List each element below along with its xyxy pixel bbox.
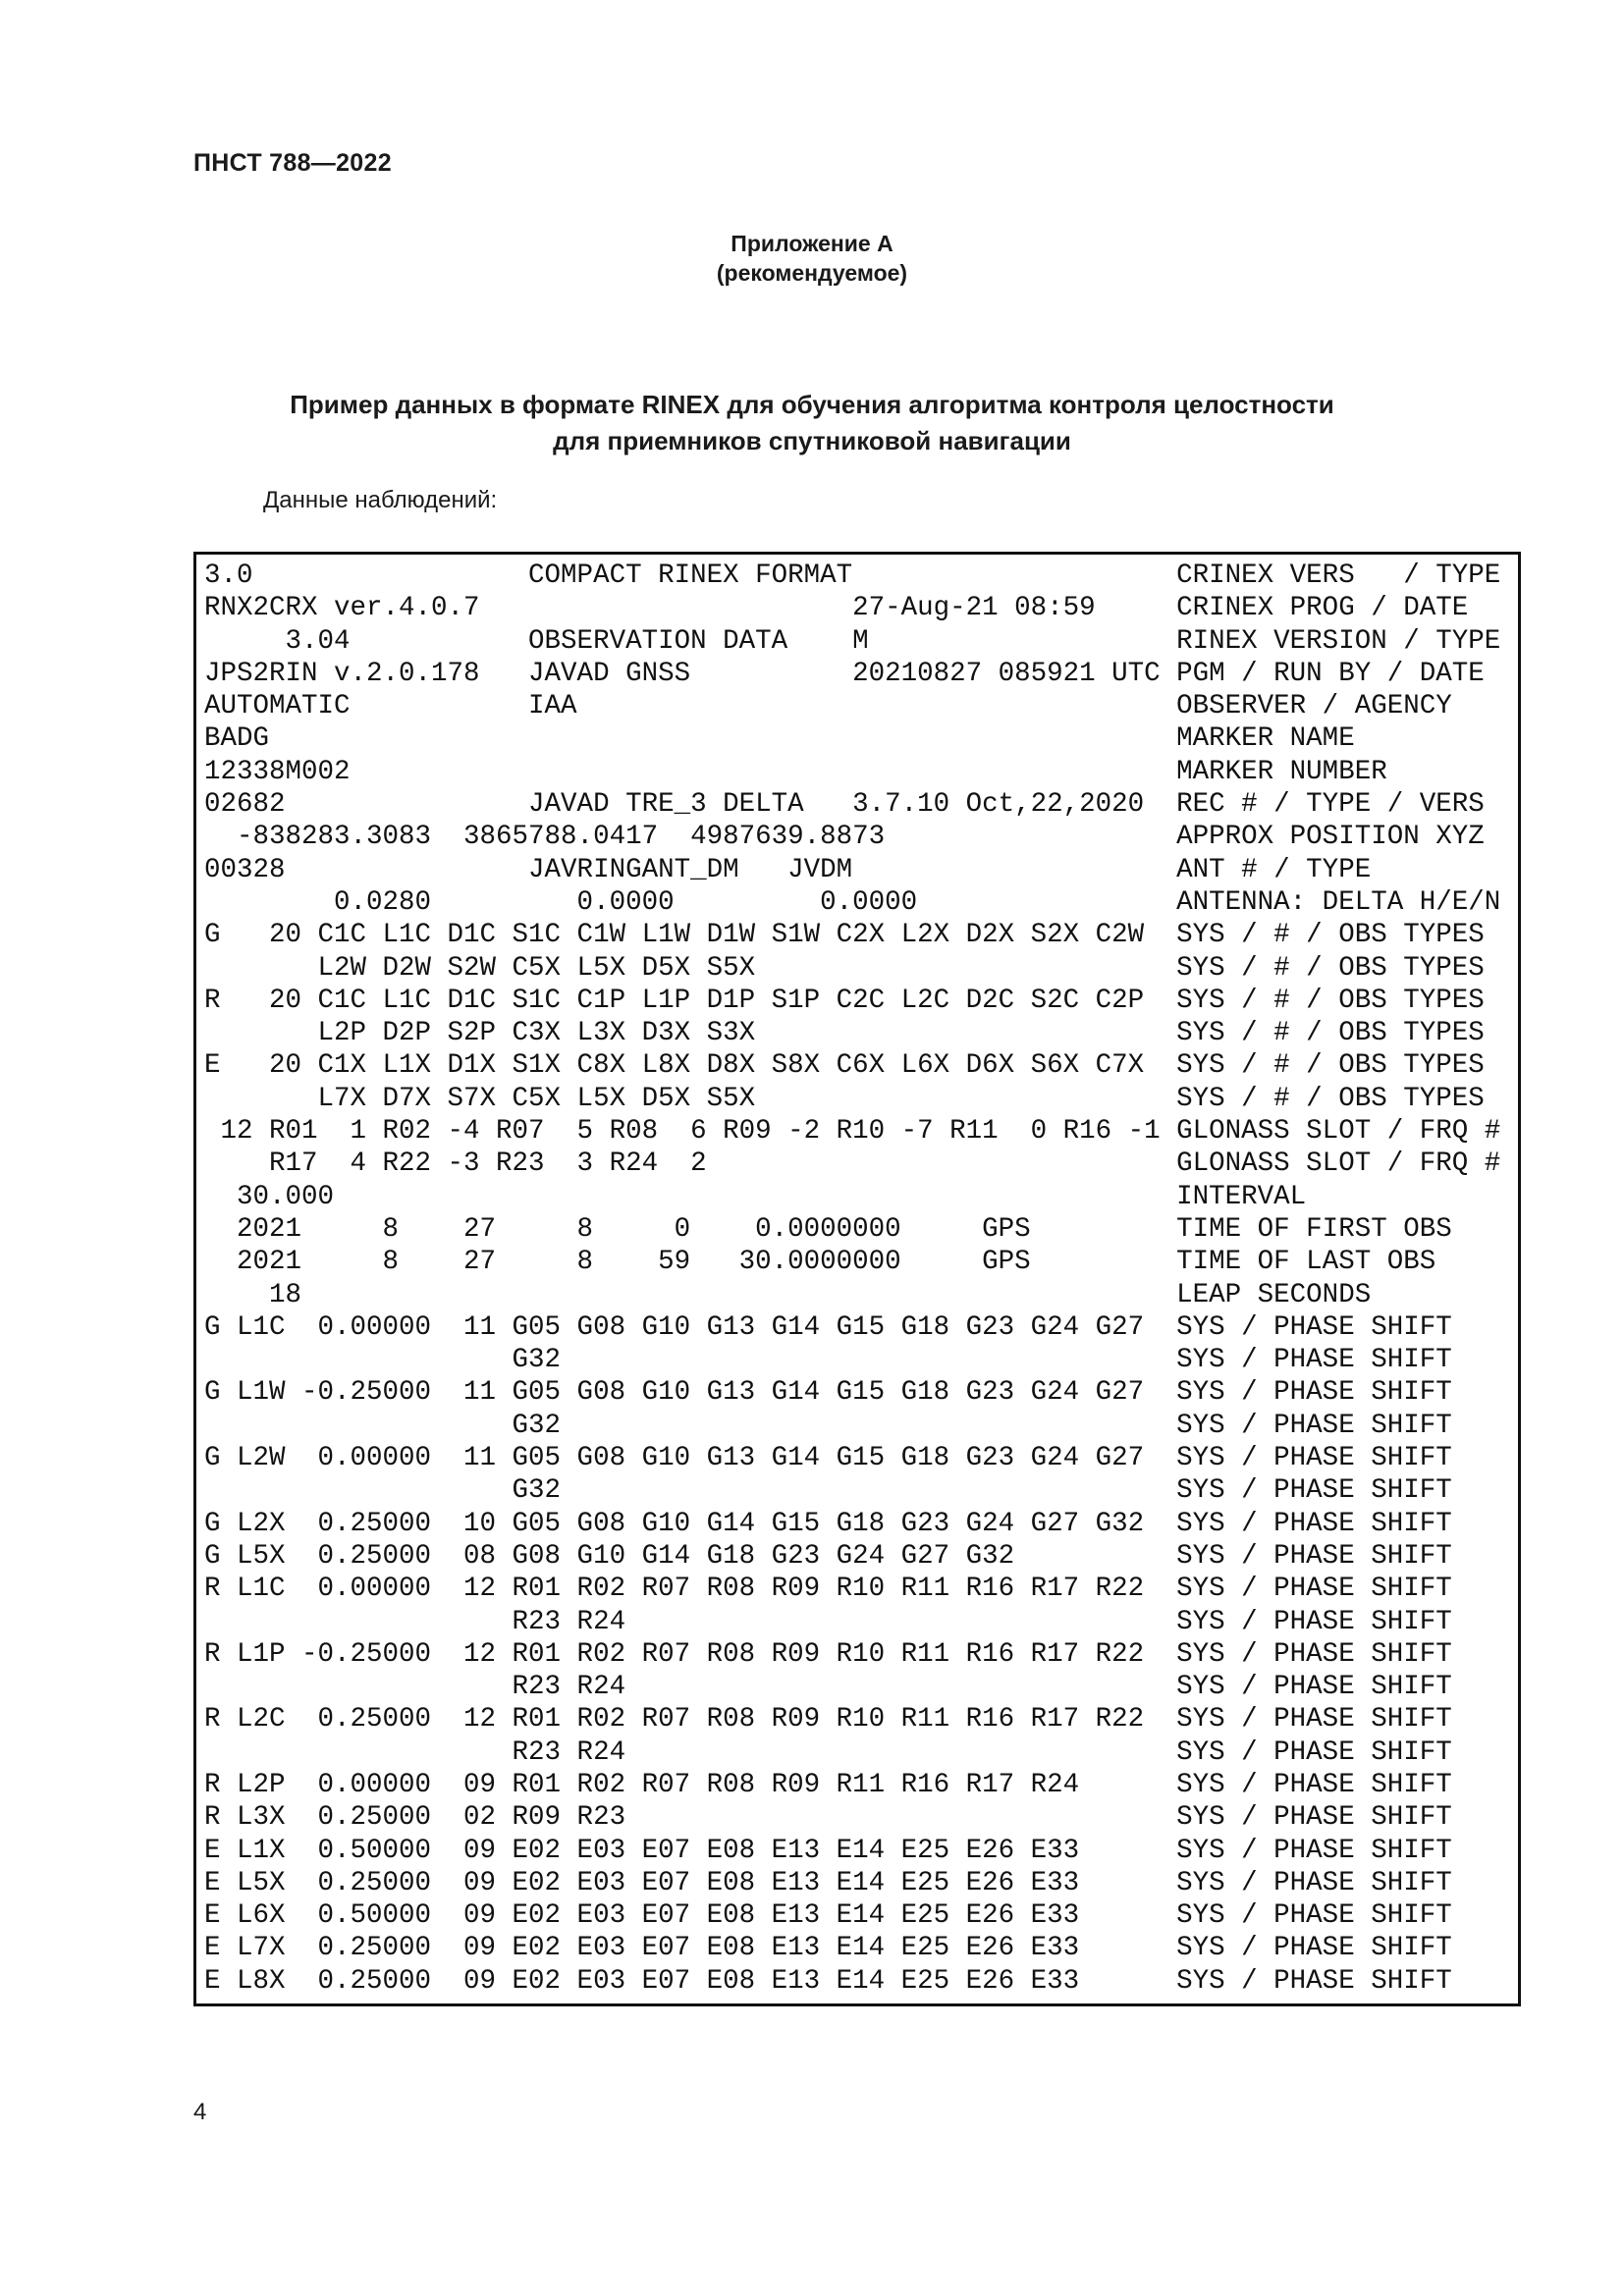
rinex-line: 3.0 COMPACT RINEX FORMAT CRINEX VERS / TYPE bbox=[204, 561, 1501, 591]
rinex-line: 00328 JAVRINGANT_DM JVDM ANT # / TYPE bbox=[204, 854, 1372, 885]
rinex-line: E L7X 0.25000 09 E02 E03 E07 E08 E13 E14 E25 E26 E33 SYS / PHASE SHIFT bbox=[204, 1933, 1452, 1964]
rinex-line: R L3X 0.25000 02 R09 R23 SYS / PHASE SHIFT bbox=[204, 1802, 1452, 1834]
appendix-subtitle: (рекомендуемое) bbox=[716, 260, 908, 286]
appendix-title: Приложение А bbox=[731, 231, 893, 256]
rinex-line: G L2W 0.00000 11 G05 G08 G10 G13 G14 G15 G18 G23 G24 G27 SYS / PHASE SHIFT bbox=[204, 1443, 1452, 1474]
rinex-line: R L2C 0.25000 12 R01 R02 R07 R08 R09 R10 R11 R16 R17 R22 SYS / PHASE SHIFT bbox=[204, 1704, 1452, 1735]
rinex-line: L2W D2W S2W C5X L5X D5X S5X SYS / # / OBS TYPES bbox=[204, 952, 1485, 984]
rinex-line: 3.04 OBSERVATION DATA M RINEX VERSION / TYPE bbox=[204, 625, 1501, 657]
rinex-line: G L2X 0.25000 10 G05 G08 G10 G14 G15 G18 G23 G24 G27 G32 SYS / PHASE SHIFT bbox=[204, 1508, 1452, 1539]
rinex-line: E L6X 0.50000 09 E02 E03 E07 E08 E13 E14 E25 E26 E33 SYS / PHASE SHIFT bbox=[204, 1900, 1452, 1932]
rinex-line: 2021 8 27 8 59 30.0000000 GPS TIME OF LAST OBS bbox=[204, 1247, 1436, 1278]
rinex-line: L2P D2P S2P C3X L3X D3X S3X SYS / # / OBS TYPES bbox=[204, 1018, 1485, 1049]
rinex-line: 12338M002 MARKER NUMBER bbox=[204, 756, 1387, 787]
rinex-line: G32 SYS / PHASE SHIFT bbox=[204, 1475, 1452, 1507]
rinex-line: G32 SYS / PHASE SHIFT bbox=[204, 1410, 1452, 1441]
rinex-line: R23 R24 SYS / PHASE SHIFT bbox=[204, 1736, 1452, 1768]
rinex-line: 2021 8 27 8 0 0.0000000 GPS TIME OF FIRST OBS bbox=[204, 1213, 1452, 1245]
heading-line-2: для приемников спутниковой навигации bbox=[553, 426, 1071, 455]
rinex-line: L7X D7X S7X C5X L5X D5X S5X SYS / # / OBS TYPES bbox=[204, 1083, 1485, 1114]
rinex-line: R L1P -0.25000 12 R01 R02 R07 R08 R09 R10 R11 R16 R17 R22 SYS / PHASE SHIFT bbox=[204, 1638, 1452, 1670]
intro-text: Данные наблюдений: bbox=[263, 487, 498, 513]
rinex-data-box bbox=[193, 552, 1521, 2006]
rinex-line: R23 R24 SYS / PHASE SHIFT bbox=[204, 1606, 1452, 1637]
rinex-line: AUTOMATIC IAA OBSERVER / AGENCY bbox=[204, 691, 1452, 722]
rinex-line: R 20 C1C L1C D1C S1C C1P L1P D1P S1P C2C L2C D2C S2C C2P SYS / # / OBS TYPES bbox=[204, 985, 1485, 1016]
rinex-line: R L2P 0.00000 09 R01 R02 R07 R08 R09 R11 R16 R17 R24 SYS / PHASE SHIFT bbox=[204, 1769, 1452, 1800]
rinex-line: RNX2CRX ver.4.0.7 27-Aug-21 08:59 CRINEX PROG / DATE bbox=[204, 593, 1469, 624]
rinex-line: JPS2RIN v.2.0.178 JAVAD GNSS 20210827 085921 UTC PGM / RUN BY / DATE bbox=[204, 658, 1485, 689]
page-number: 4 bbox=[193, 2099, 207, 2125]
rinex-line: BADG MARKER NAME bbox=[204, 723, 1355, 755]
rinex-line: 02682 JAVAD TRE_3 DELTA 3.7.10 Oct,22,2020 REC # / TYPE / VERS bbox=[204, 789, 1485, 821]
rinex-line: G L5X 0.25000 08 G08 G10 G14 G18 G23 G24 G27 G32 SYS / PHASE SHIFT bbox=[204, 1540, 1452, 1572]
rinex-lines bbox=[204, 560, 1500, 1998]
rinex-line: G L1C 0.00000 11 G05 G08 G10 G13 G14 G15 G18 G23 G24 G27 SYS / PHASE SHIFT bbox=[204, 1311, 1452, 1343]
rinex-line: R17 4 R22 -3 R23 3 R24 2 GLONASS SLOT / FRQ # bbox=[204, 1148, 1501, 1180]
rinex-line: E 20 C1X L1X D1X S1X C8X L8X D8X S8X C6X L6X D6X S6X C7X SYS / # / OBS TYPES bbox=[204, 1050, 1485, 1082]
rinex-line: G32 SYS / PHASE SHIFT bbox=[204, 1345, 1452, 1376]
rinex-line: 12 R01 1 R02 -4 R07 5 R08 6 R09 -2 R10 -7 R11 0 R16 -1 GLONASS SLOT / FRQ # bbox=[204, 1116, 1501, 1148]
rinex-line: E L8X 0.25000 09 E02 E03 E07 E08 E13 E14 E25 E26 E33 SYS / PHASE SHIFT bbox=[204, 1965, 1452, 1997]
rinex-line: G L1W -0.25000 11 G05 G08 G10 G13 G14 G15 G18 G23 G24 G27 SYS / PHASE SHIFT bbox=[204, 1377, 1452, 1409]
rinex-line: R L1C 0.00000 12 R01 R02 R07 R08 R09 R10 R11 R16 R17 R22 SYS / PHASE SHIFT bbox=[204, 1574, 1452, 1605]
rinex-line: E L1X 0.50000 09 E02 E03 E07 E08 E13 E14 E25 E26 E33 SYS / PHASE SHIFT bbox=[204, 1835, 1452, 1866]
rinex-line: G 20 C1C L1C D1C S1C C1W L1W D1W S1W C2X L2X D2X S2X C2W SYS / # / OBS TYPES bbox=[204, 920, 1485, 951]
rinex-line: E L5X 0.25000 09 E02 E03 E07 E08 E13 E14 E25 E26 E33 SYS / PHASE SHIFT bbox=[204, 1867, 1452, 1898]
rinex-line: 30.000 INTERVAL bbox=[204, 1181, 1307, 1212]
rinex-line: R23 R24 SYS / PHASE SHIFT bbox=[204, 1672, 1452, 1703]
rinex-line: -838283.3083 3865788.0417 4987639.8873 APPROX POSITION XYZ bbox=[204, 822, 1485, 853]
rinex-line: 0.0280 0.0000 0.0000 ANTENNA: DELTA H/E/N bbox=[204, 886, 1501, 918]
rinex-line: 18 LEAP SECONDS bbox=[204, 1279, 1372, 1310]
document-code: ПНСТ 788—2022 bbox=[193, 149, 392, 177]
heading-line-1: Пример данных в формате RINEX для обучения алгоритма контроля целостности bbox=[290, 390, 1334, 419]
